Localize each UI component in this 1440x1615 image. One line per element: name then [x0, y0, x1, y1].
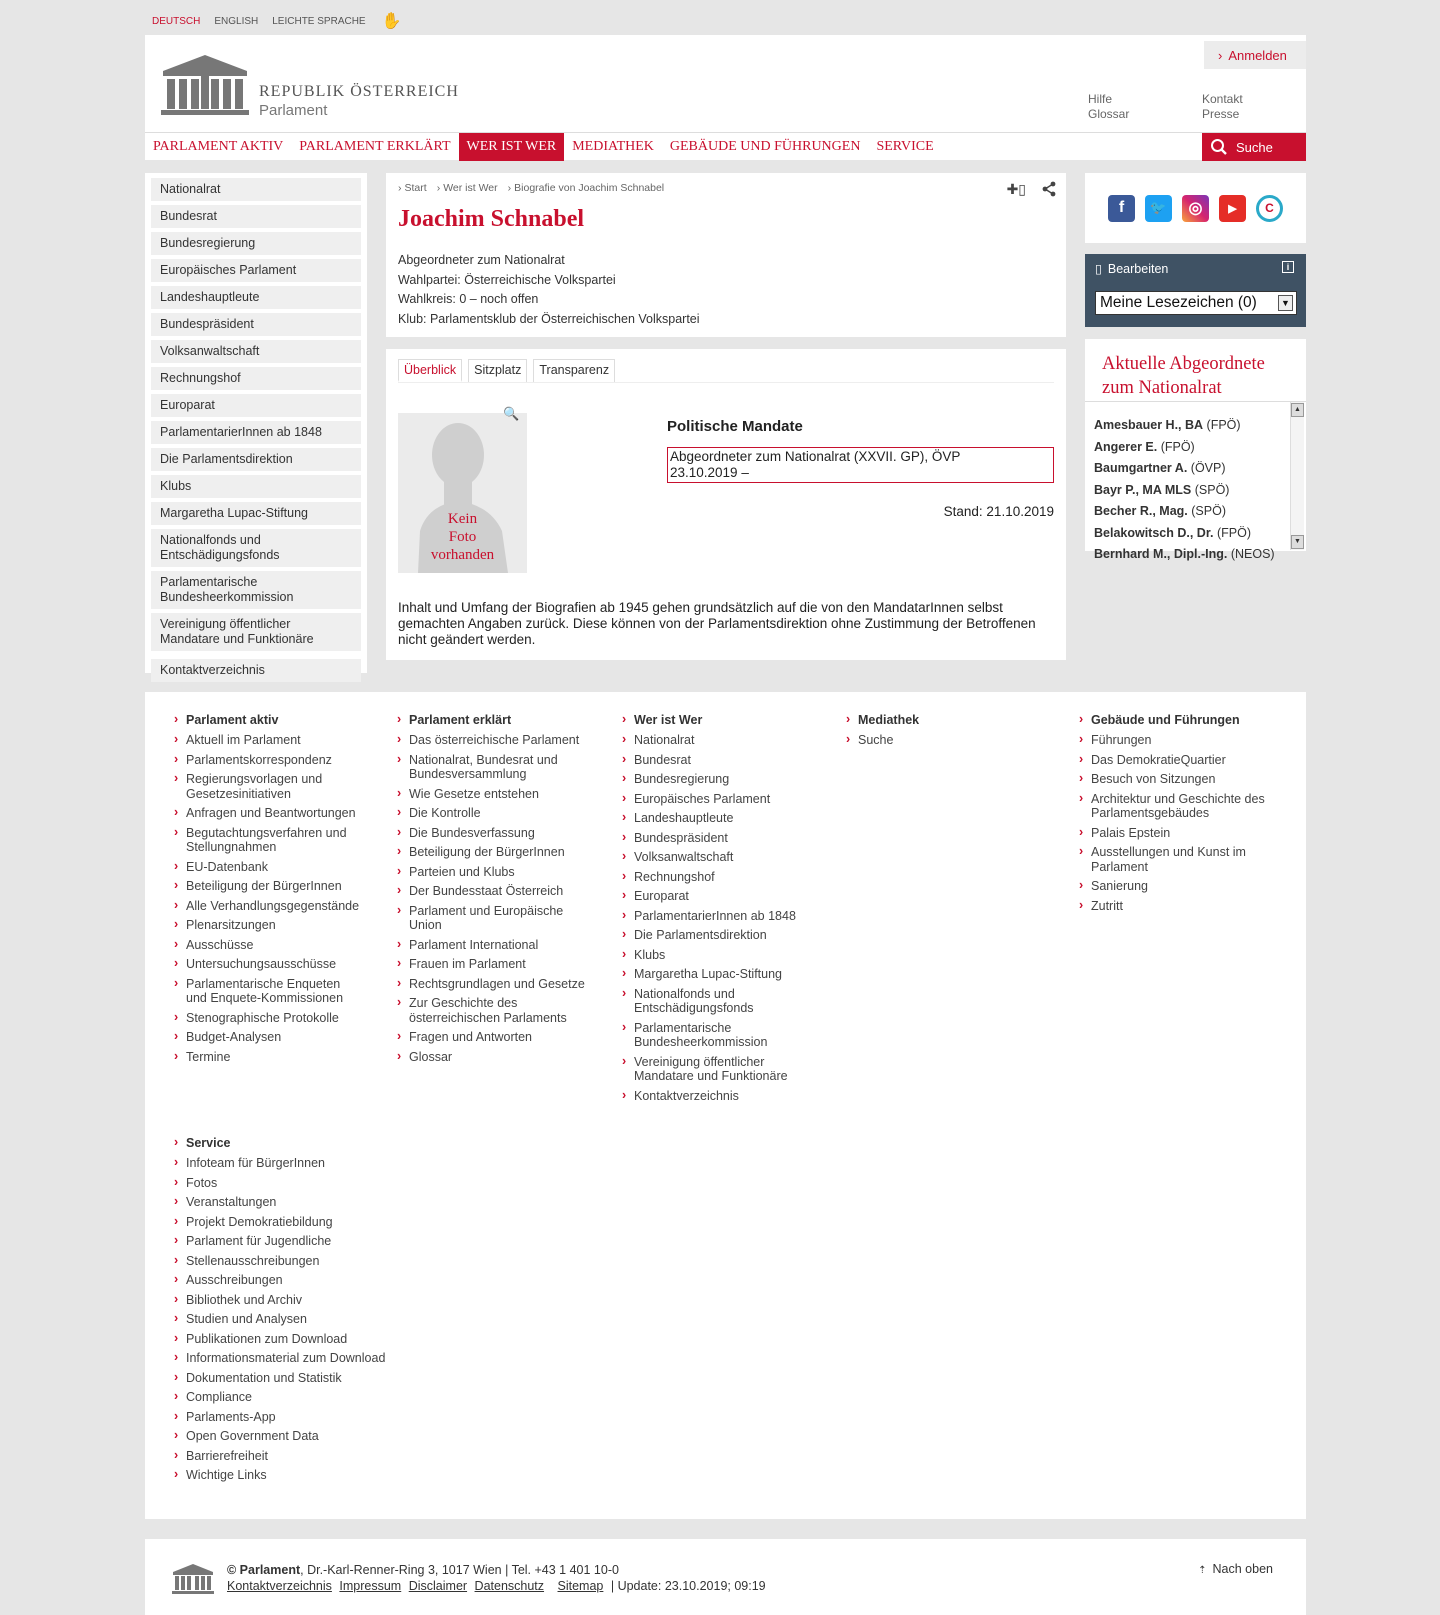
footer-link[interactable]: › Dokumentation und Statistik — [174, 1371, 404, 1386]
footer-link[interactable]: › Beteiligung der BürgerInnen — [174, 879, 364, 894]
footer-link[interactable]: › Fragen und Antworten — [397, 1030, 587, 1045]
person-info — [398, 251, 700, 329]
footer-link[interactable]: › Das österreichische Parlament — [397, 733, 587, 748]
footer-link[interactable]: › Rechnungshof — [622, 870, 812, 885]
person-klub: Klub: Parlamentsklub der Österreichischen Volkspartei — [398, 311, 700, 326]
sidebar-item-kontaktverzeichnis[interactable]: Kontaktverzeichnis — [151, 659, 361, 682]
overview-card — [386, 349, 1066, 660]
nav-wer-ist-wer[interactable]: WER IST WER — [459, 133, 565, 161]
footer-link[interactable]: › Aktuell im Parlament — [174, 733, 364, 748]
footer-link[interactable]: › Stenographische Protokolle — [174, 1011, 364, 1026]
list-item[interactable]: Baumgartner A. (ÖVP) — [1094, 461, 1226, 475]
footer-link[interactable]: › Plenarsitzungen — [174, 918, 364, 933]
nav-service[interactable]: SERVICE — [876, 139, 934, 154]
search-button[interactable]: Suche — [1202, 133, 1306, 161]
sidebar-item-vereinigung[interactable]: Vereinigung öffentlicher Mandatare und Funktionäre — [151, 613, 361, 651]
sidebar-item-parlamentarierinnen[interactable]: ParlamentarierInnen ab 1848 — [151, 421, 361, 444]
footer-link[interactable]: › Parteien und Klubs — [397, 865, 587, 880]
footer-link[interactable]: › Fotos — [174, 1176, 404, 1191]
footer-link[interactable]: › Stellenausschreibungen — [174, 1254, 404, 1269]
chevron-down-icon: ▼ — [1278, 295, 1293, 311]
footer-col-mediathek — [846, 713, 1036, 753]
footer-link[interactable]: › Parlaments-App — [174, 1410, 404, 1425]
footer-link[interactable]: › Europäisches Parlament — [622, 792, 812, 807]
sidebar-item-bundesheerkommission[interactable]: Parlamentarische Bundesheerkommission — [151, 571, 361, 609]
footer-link[interactable]: › Bundespräsident — [622, 831, 812, 846]
footer-link[interactable]: › Anfragen und Beantwortungen — [174, 806, 364, 821]
footer-link[interactable]: › Parlament International — [397, 938, 587, 953]
lang-leichte-sprache[interactable]: LEICHTE SPRACHE — [272, 15, 366, 27]
twitter-icon[interactable]: 🐦 — [1145, 195, 1172, 222]
sidebar-item-europaeisches-parlament[interactable]: Europäisches Parlament — [151, 259, 361, 282]
parliament-logo-small-icon[interactable] — [171, 1563, 215, 1595]
mandate-date: 23.10.2019 – — [670, 465, 749, 480]
parliament-logo-icon[interactable] — [159, 53, 251, 117]
footer-link[interactable]: › Budget-Analysen — [174, 1030, 364, 1045]
footer-col-service — [174, 1136, 404, 1488]
current-members-card — [1085, 339, 1306, 561]
footer-link[interactable]: › Open Government Data — [174, 1429, 404, 1444]
members-scrollbar[interactable] — [1290, 402, 1304, 550]
link-impressum[interactable]: Impressum — [339, 1579, 402, 1593]
sidebar-item-europarat[interactable]: Europarat — [151, 394, 361, 417]
footer-col-gebaeude — [1079, 713, 1269, 918]
footer-link[interactable]: › Wie Gesetze entstehen — [397, 787, 587, 802]
scroll-up-icon[interactable]: ▲ — [1291, 403, 1304, 417]
footer-link[interactable]: › Untersuchungsausschüsse — [174, 957, 364, 972]
footer-link[interactable]: › Publikationen zum Download — [174, 1332, 404, 1347]
sign-language-icon[interactable]: ✋ — [381, 13, 402, 30]
footer-link[interactable]: › Architektur und Geschichte des Parlamentsgebäudes — [1079, 792, 1269, 821]
footer-column-heading[interactable]: › Wer ist Wer — [622, 713, 812, 727]
stand-date: Stand: 21.10.2019 — [943, 504, 1054, 519]
sidebar-item-parlamentsdirektion[interactable]: Die Parlamentsdirektion — [151, 448, 361, 471]
arrow-up-icon: ⇡ — [1198, 1565, 1207, 1576]
sidebar-item-lupac-stiftung[interactable]: Margaretha Lupac-Stiftung — [151, 502, 361, 525]
footer-col-wer-ist-wer — [622, 713, 812, 1108]
footer-link[interactable]: › Margaretha Lupac-Stiftung — [622, 967, 812, 982]
sidebar-item-klubs[interactable]: Klubs — [151, 475, 361, 498]
footer-link[interactable]: › Bundesrat — [622, 753, 812, 768]
sidebar-item-volksanwaltschaft[interactable]: Volksanwaltschaft — [151, 340, 361, 363]
bookmarks-select[interactable]: Meine Lesezeichen (0) ▼ — [1095, 291, 1297, 315]
instagram-icon[interactable]: ◎ — [1182, 195, 1209, 222]
sidebar — [145, 173, 367, 677]
footer-link[interactable]: › Nationalrat — [622, 733, 812, 748]
footer-link[interactable]: › Vereinigung öffentlicher Mandatare und Funktionäre — [622, 1055, 812, 1084]
tab-sitzplatz[interactable]: Sitzplatz — [468, 359, 527, 382]
sidebar-item-bundesregierung[interactable]: Bundesregierung — [151, 232, 361, 255]
members-list — [1094, 415, 1275, 566]
nav-parlament-erklaert[interactable]: PARLAMENT ERKLÄRT — [299, 139, 451, 154]
footer-link[interactable]: › Beteiligung der BürgerInnen — [397, 845, 587, 860]
logo-republic-text: REPUBLIK ÖSTERREICH — [259, 83, 459, 100]
footer-link[interactable]: › Parlamentskorrespondenz — [174, 753, 364, 768]
footer-link[interactable]: › Parlamentarische Enqueten und Enquete-Kommissionen — [174, 977, 364, 1006]
footer-link[interactable]: › Bundesregierung — [622, 772, 812, 787]
bottom-info — [227, 1562, 766, 1594]
copyright: © Parlament — [227, 1563, 301, 1577]
footer-link[interactable]: › Infoteam für BürgerInnen — [174, 1156, 404, 1171]
list-item[interactable]: Becher R., Mag. (SPÖ) — [1094, 504, 1226, 518]
link-presse[interactable]: Presse — [1202, 107, 1240, 121]
footer-link[interactable]: › Die Bundesverfassung — [397, 826, 587, 841]
tabs — [398, 359, 615, 382]
mandate-line: Abgeordneter zum Nationalrat (XXVII. GP), ÖVP — [670, 449, 961, 464]
nav-gebaeude-fuehrungen[interactable]: GEBÄUDE UND FÜHRUNGEN — [669, 139, 861, 154]
link-sitemap[interactable]: Sitemap — [557, 1579, 604, 1593]
footer-link[interactable]: › Parlament für Jugendliche — [174, 1234, 404, 1249]
site-header — [145, 35, 1306, 132]
sidebar-item-rechnungshof[interactable]: Rechnungshof — [151, 367, 361, 390]
members-title: Aktuelle Abgeordnete zum Nationalrat — [1102, 354, 1265, 398]
person-role: Abgeordneter zum Nationalrat — [398, 253, 565, 267]
main-navigation — [145, 132, 1306, 160]
nav-mediathek[interactable]: MEDIATHEK — [572, 139, 654, 154]
footer-link[interactable]: › Termine — [174, 1050, 364, 1065]
footer-sitemap — [145, 692, 1306, 1519]
footer-link[interactable]: › Palais Epstein — [1079, 826, 1269, 841]
tab-ueberblick[interactable]: Überblick — [398, 359, 462, 382]
footer-link[interactable]: › Sanierung — [1079, 879, 1269, 894]
card-actions — [1007, 181, 1056, 198]
footer-link[interactable]: › Besuch von Sitzungen — [1079, 772, 1269, 787]
footer-link[interactable]: › Ausschüsse — [174, 938, 364, 953]
footer-link[interactable]: › Barrierefreiheit — [174, 1449, 404, 1464]
bottom-bar — [145, 1539, 1306, 1615]
footer-col-parlament-aktiv — [174, 713, 364, 1069]
bookmarks-panel — [1085, 254, 1306, 327]
footer-link[interactable]: › Die Kontrolle — [397, 806, 587, 821]
footer-link[interactable]: › Die Parlamentsdirektion — [622, 928, 812, 943]
link-kontaktverzeichnis[interactable]: Kontaktverzeichnis — [227, 1579, 332, 1593]
footer-link[interactable]: › Der Bundesstaat Österreich — [397, 884, 587, 899]
lang-deutsch[interactable]: DEUTSCH — [152, 15, 201, 27]
page-title: Joachim Schnabel — [398, 206, 585, 232]
list-item[interactable]: Amesbauer H., BA (FPÖ) — [1094, 418, 1241, 432]
footer-link[interactable]: › Zutritt — [1079, 899, 1269, 914]
sidebar-item-landeshauptleute[interactable]: Landeshauptleute — [151, 286, 361, 309]
footer-column-heading[interactable]: › Mediathek — [846, 713, 1036, 727]
link-hilfe[interactable]: Hilfe — [1088, 92, 1113, 106]
share-icon[interactable] — [1042, 181, 1056, 197]
mandate-box — [667, 447, 1054, 483]
footer-link[interactable]: › Parlament und Europäische Union — [397, 904, 587, 933]
sidebar-item-nationalfonds[interactable]: Nationalfonds und Entschädigungsfonds — [151, 529, 361, 567]
footer-link[interactable]: › ParlamentarierInnen ab 1848 — [622, 909, 812, 924]
breadcrumb-wer-ist-wer[interactable]: › Wer ist Wer — [437, 182, 498, 194]
footer-link[interactable]: › Begutachtungsverfahren und Stellungnahmen — [174, 826, 364, 855]
login-button[interactable]: › Anmelden — [1204, 41, 1306, 69]
footer-column-heading[interactable]: › Parlament erklärt — [397, 713, 587, 727]
footer-link[interactable]: › Informationsmaterial zum Download — [174, 1351, 404, 1366]
no-photo-text: Kein Foto vorhanden — [430, 511, 495, 563]
footer-link[interactable]: › Klubs — [622, 948, 812, 963]
footer-link[interactable]: › Europarat — [622, 889, 812, 904]
footer-link[interactable]: › Kontaktverzeichnis — [622, 1089, 812, 1104]
mandate-title: Politische Mandate — [667, 418, 803, 435]
link-kontakt[interactable]: Kontakt — [1202, 92, 1243, 106]
footer-link[interactable]: › Wichtige Links — [174, 1468, 404, 1483]
sidebar-item-bundesrat[interactable]: Bundesrat — [151, 205, 361, 228]
breadcrumb-current: › Biografie von Joachim Schnabel — [508, 182, 665, 194]
footer-link[interactable]: › Ausstellungen und Kunst im Parlament — [1079, 845, 1269, 874]
footer-link[interactable]: › Führungen — [1079, 733, 1269, 748]
list-item[interactable]: Angerer E. (FPÖ) — [1094, 439, 1195, 454]
footer-link[interactable]: › Nationalfonds und Entschädigungsfonds — [622, 987, 812, 1016]
footer-link[interactable]: › Frauen im Parlament — [397, 957, 587, 972]
youtube-icon[interactable]: ▶ — [1219, 195, 1246, 222]
info-icon[interactable]: i — [1282, 261, 1294, 273]
person-wahlpartei: Wahlpartei: Österreichische Volkspartei — [398, 272, 616, 287]
footer-link[interactable]: › Compliance — [174, 1390, 404, 1405]
social-media-card — [1085, 173, 1306, 243]
footer-link[interactable]: › Landeshauptleute — [622, 811, 812, 826]
footer-link[interactable]: › Studien und Analysen — [174, 1312, 404, 1327]
footer-link[interactable]: › Suche — [846, 733, 1036, 748]
footer-link[interactable]: › Projekt Demokratiebildung — [174, 1215, 404, 1230]
link-glossar[interactable]: Glossar — [1088, 107, 1130, 121]
person-header-card — [386, 173, 1066, 337]
back-to-top-link[interactable]: ⇡ Nach oben — [1198, 1562, 1273, 1576]
add-bookmark-icon[interactable]: ✚▯ — [1006, 181, 1026, 197]
footer-link[interactable]: › Regierungsvorlagen und Gesetzesinitiativen — [174, 772, 364, 801]
footer-link[interactable]: › Alle Verhandlungsgegenstände — [174, 899, 364, 914]
footer-link[interactable]: › Zur Geschichte des österreichischen Parlaments — [397, 996, 587, 1025]
nav-parlament-aktiv[interactable]: PARLAMENT AKTIV — [153, 139, 284, 154]
address: , Dr.-Karl-Renner-Ring 3, 1017 Wien | Tel. +43 1 401 10-0 — [300, 1563, 619, 1577]
footer-column-heading[interactable]: › Service — [174, 1136, 404, 1150]
footer-link[interactable]: › Das DemokratieQuartier — [1079, 753, 1269, 768]
list-item[interactable]: Bayr P., MA MLS (SPÖ) — [1094, 482, 1230, 497]
footer-link[interactable]: › Nationalrat, Bundesrat und Bundesversammlung — [397, 753, 587, 782]
footer-link[interactable]: › Veranstaltungen — [174, 1195, 404, 1210]
lang-english[interactable]: ENGLISH — [214, 15, 259, 27]
link-disclaimer[interactable]: Disclaimer — [408, 1579, 468, 1593]
footer-column-heading[interactable]: › Parlament aktiv — [174, 713, 364, 727]
bookmark-icon: ▯ — [1095, 262, 1102, 276]
breadcrumb-start[interactable]: › Start — [398, 182, 427, 194]
footer-link[interactable]: › Ausschreibungen — [174, 1273, 404, 1288]
list-item[interactable]: Bernhard M., Dipl.-Ing. (NEOS) — [1094, 547, 1275, 561]
search-icon — [1210, 138, 1228, 156]
breadcrumb — [398, 182, 664, 194]
footer-link[interactable]: › Volksanwaltschaft — [622, 850, 812, 865]
person-wahlkreis: Wahlkreis: 0 – noch offen — [398, 292, 539, 306]
footer-column-heading[interactable]: › Gebäude und Führungen — [1079, 713, 1269, 727]
sidebar-item-nationalrat[interactable]: Nationalrat — [151, 178, 361, 201]
chevron-right-icon: › — [1218, 47, 1223, 63]
footer-link[interactable]: › Glossar — [397, 1050, 587, 1065]
tab-transparenz[interactable]: Transparenz — [533, 359, 615, 382]
update-date: | Update: 23.10.2019; 09:19 — [610, 1579, 766, 1593]
sidebar-item-bundespraesident[interactable]: Bundespräsident — [151, 313, 361, 336]
list-item[interactable]: Belakowitsch D., Dr. (FPÖ) — [1094, 525, 1251, 540]
top-links — [1088, 92, 1308, 121]
footer-link[interactable]: › Rechtsgrundlagen und Gesetze — [397, 977, 587, 992]
biography-disclaimer: Inhalt und Umfang der Biografien ab 1945 gehen grundsätzlich auf die von den MandatarInnen selbst gemachten Angaben zurück. Diese können von der Parlamentsdirektion ohne Zustimmung der Betroffenen nicht geändert werden. — [398, 600, 1036, 647]
logo-parlament-text: Parlament — [259, 102, 328, 119]
language-bar — [152, 14, 402, 28]
facebook-icon[interactable]: f — [1108, 195, 1135, 222]
link-datenschutz[interactable]: Datenschutz — [474, 1579, 545, 1593]
footer-link[interactable]: › Parlamentarische Bundesheerkommission — [622, 1021, 812, 1050]
footer-col-parlament-erklaert — [397, 713, 587, 1069]
footer-link[interactable]: › Bibliothek und Archiv — [174, 1293, 404, 1308]
person-photo-placeholder[interactable] — [398, 413, 527, 573]
democracy-app-icon[interactable]: C — [1256, 195, 1283, 222]
footer-link[interactable]: › EU-Datenbank — [174, 860, 364, 875]
scroll-down-icon[interactable]: ▼ — [1291, 535, 1304, 549]
bearbeiten-label[interactable]: Bearbeiten — [1107, 261, 1169, 276]
zoom-icon[interactable]: 🔍 — [503, 406, 520, 421]
